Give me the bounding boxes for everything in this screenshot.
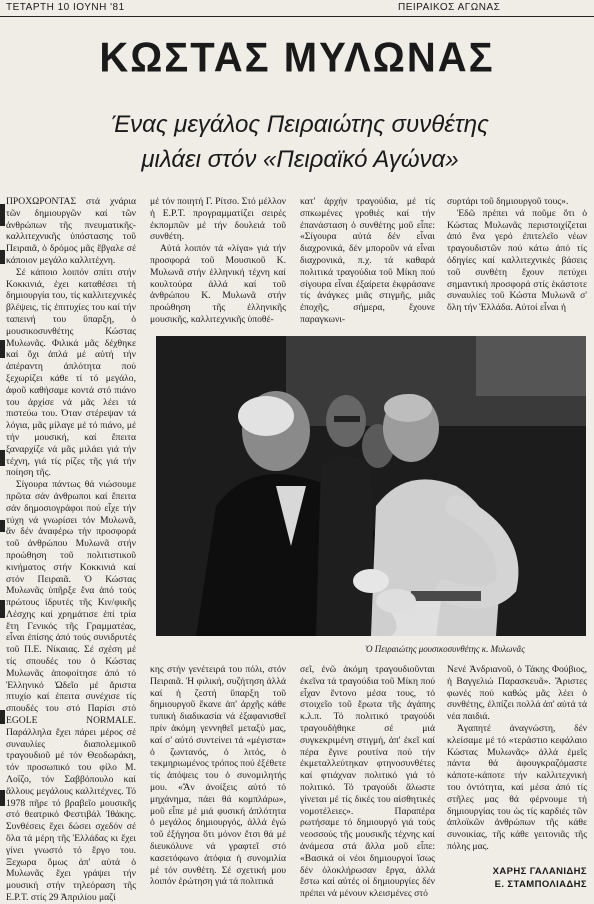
paragraph: μέ τόν ποιητή Γ. Ρίτσο. Στό μέλλον ἡ Ε.Ρ.Τ. προγραμματίζει σειρές ἐκπομπῶν μέ τήν δουλειά τοῦ συνθέτη. xyxy=(150,196,286,243)
paragraph: σεῖ, ἐνῶ ἀκόμη τραγουδιοῦνται ἐκεῖνα τά τραγούδια τοῦ Μίκη πού εἶχαν ἔντονο μέσα τους, τό στοιχεῖο τοῦ ἔρωτα τῆς ἀγάπης κ.λ.π. Τό πολιτικό τραγούδι τραγουδήθηκε σέ μιά συγκεκριμένη στιγμή, ἀπ' ἐκεῖ καί πέρα ἔγινε ρουτίνα πού τήν ἐκμεταλλεύτηκαν φτηνοσυνθέτες καί φτιάχναν πολιτικό γιά τό πολιτικό. Τό τραγούδι ἄλωστε γίνεται μέ τίς δικές του αἰσθητικές νομοτέλειες». Παραπέρα ρωτήσαμε τό δημιουργό γιά τούς νεοσσούς τῆς μουσικῆς τέχνης καί ἀνάμεσα στά ἄλλα μοῦ εἶπε: «Βασικά οἱ νέοι δημιουργοί ἴσως δέν ὁλοκλήρωσαν ἔργα, ἀλλά ἔστω καί αὐτές οἱ δημιουργίες δέν πρέπει νά μένουν κλεισμένες στό xyxy=(300,664,435,900)
byline-author-2: Ε. ΣΤΑΜΠΟΛΙΑΔΗΣ xyxy=(494,879,587,890)
article-column-1 xyxy=(6,196,136,904)
photo-illustration xyxy=(156,336,586,636)
paragraph: κης στήν γενέτειρά του πόλι, στόν Πειραιᾶ. Ἡ φιλική, συζήτηση ἀλλά καί ἡ ζεστή ὕπαρξη τοῦ δημιουργοῦ ἔκανε ἀπ' ἀρχῆς κάθε τυπική διαδικασία νά ἐξαφανισθεῖ πρίν ἀκόμη γεννηθεῖ μεταξύ μας, καί σ' αὐτό συντείνει τά «μέγιστα» ὁ ζωντανός, ὁ λιτός, ὁ τεκμηριωμένος τρόπος πού ἐξέθετε τίς ἀπόψεις του ὁ συνομιλητής μου. «Ἄν ἀνοίξεις αὐτό τό μηχάνημα, πάει θά κομπλάρω», μοῦ εἶπε μέ μιά φυσική ἁπλότητα ὁ μεγάλος δημιουργός, ἀλλά ἐγώ τοῦ ἐξήγησα ὅτι μόνον ἔτσι θά μέ διευκόλυνε νά γραφτεῖ στό κασετόφωνο ἀτόφια ἡ συνομιλία μέ τόν συνθέτη. Σέ σχετική μου λοιπόν ἐρώτηση γιά τά πολιτικά xyxy=(150,664,286,888)
paragraph: Ἀγαπητέ ἀναγνώστη, δέν κλείσαμε μέ τό «τεράστιο κεφάλαιο Κώστας Μυλωνᾶς» ἀλλά ἐμεῖς πάντα θά ἀφουγκραζόμαστε κάποτε-κάποτε τήν καλλιτεχνική του ὀντότητα, καί μέσα ἀπό τίς στῆλες μας θά φέρνουμε τή δημιουργίας του ὡς τίς καρδιές τῶν ἁπλοϊκῶν ἀνθρώπων τῆς κάθε συνοικίας, τῆς κάθε γειτονιᾶς τῆς πόλης μας. xyxy=(447,722,587,852)
paragraph: ΠΡΟΧΩΡΟΝΤΑΣ στά χνάρια τῶν δημιουργῶν καί τῶν ἀνθρώπων τῆς πνευματικῆς-καλλιτεχνικῆς ὑπόστασης τοῦ Πειραιᾶ, ὁ δρόμος μᾶς ἔβγαλε σέ κάποιον μεγάλο καλλιτέχνη. xyxy=(6,196,136,266)
running-header xyxy=(0,0,594,20)
paragraph: Σίγουρα πάντως θά νιώσουμε πρῶτα σάν ἀνθρωποι καί ἔπειτα σάν δημοσιογράφοι πού εἶχε τήν τύχη νά γνωρίσει τόν Μυλωνᾶ, ἄν δέν ἀναφέρω τήν προσφορά τοῦ ἀνθρώπου Μυλωνᾶ στήν προώθηση τοῦ πολιτιστικοῦ κινήματος στήν Κοκκινιά καί στόν Πειραιᾶ. Ὁ Κώστας Μυλωνᾶς ὑπῆρξε ἕνα ἀπό τούς πρώτους ἱδρυτές τῆς Κιν/φικῆς Λέσχης καί χρημάτισε ἐπί τρία ἔτη Γενικός τῆς Γραμματέας, εἶναι ἐπίσης ἀπό τούς συνιδρυτές τοῦ Π.Ε. Νίκαιας. Σέ σχέση μέ τίς σπουδές του ὁ Κώστας Μυλωνᾶς ἀποφοίτησε ἀπό τό Ἑλληνικό Ὠδεῖο μέ ἄριστα πτυχίο καί ἐπειτα συνέχισε τίς σπουδές του στό Παρίσι στό EGOLE NORMALE. Παράλληλα ἔχει πάρει μέρος σέ συναυλίες διαπολεμικοῦ τραγουδιοῦ μέ τόν Θεοδωράκη, τόν προσωπικό του φίλο Μ. Λοΐζο, τόν Σαββόπουλο καί ἄλλους μεγάλους καλλιτέχνες. Τό 1978 πῆρε τό βραβεῖο μουσικῆς στό θεατρικό Φεστιβάλ Ἰθάκης. Συνθέσεις ἔχει δώσει σχεδόν σέ ὅλα τά μέρη τῆς Ἑλλάδας κι ἔχει γίνει γνωστό τό ἔργο του. Ξεχωρα ὅμως ἀπ' αὐτά ὁ Μυλωνᾶς ἔχει γράψει τήν μουσική στήν τηλεόραση τῆς Ε.Ρ.Τ. στίς 29 Ἀπριλίου μαζί xyxy=(6,479,136,904)
article-column-3-top xyxy=(300,196,435,332)
article-column-2-bottom xyxy=(150,664,286,900)
paragraph: συρτάρι τοῦ δημιουργοῦ τους». xyxy=(447,196,569,207)
article-column-2-top xyxy=(150,196,286,332)
paragraph: Σέ κάποιο λοιπόν σπίτι στήν Κοκκινιά, ἐχει καταθέσει τή δημιουργία του, τίς καλλιτεχνικές βλέψεις, τίς ἐπιτυχίες του καί τήν ταπεινή του ὕπαρξη, ὁ μουσικοσυνθέτης Κώστας Μυλωνᾶς. Φιλικά μᾶς δέχθηκε καί ὄχι ἁπλά μέ αὐτή τήν ἀπέραντη ἁπλότητα πού ξεχωρίζει κάθε τί τό μεγάλο, ἀφοῦ καθήσαμε κοντά στό πιάνο του ἀρχίσε νά μᾶς λέει τά πιστεύω του. Όταν στέρεψαν τά λόγια, μᾶς μίλαγε μέ τό πιάνο, μέ τήν μουσική, καί ἔπειτα ξαναρχίζε νά μᾶς μιλάει γιά τήν τέχνη, γιά τίς ρίζες τῆς γιά τήν ποίηση τῆς. xyxy=(6,266,136,479)
article-column-4-bottom xyxy=(447,664,587,864)
article-subhead-line2: μιλάει στόν «Πειραϊκό Αγώνα» xyxy=(141,146,459,173)
article-subhead-line1: Ένας μεγάλος Πειραιώτης συνθέτης xyxy=(111,111,489,138)
article-photo xyxy=(156,336,586,636)
newspaper-name: ΠΕΙΡΑΙΚΟΣ ΑΓΩΝΑΣ xyxy=(398,2,501,13)
article-column-3-bottom xyxy=(300,664,435,900)
paragraph: κατ' ἀρχήν τραγούδια, μέ τίς σπκωμένες γροθιές καί τήν ἐπανάσταση ὁ συνθέτης μοῦ εἶπε: «Σίγουρα αὐτά δέν εἶναι διαχρονικά, δέν μποροῦν νά εἶναι διαχρονικά, π.χ. τά καθαρά πολιτικά τραγούδια τοῦ Μίκη πού σίγουρα εἶναι ἐξαίρετα ἐκφράσανε τίς ἀνάγκες μιᾶς στιγμῆς, μιᾶς ἐποχῆς, σήμερα, ἔχουνε παραγκωνι- xyxy=(300,196,435,325)
article-column-4-top xyxy=(447,196,587,332)
article-headline: ΚΩΣΤΑΣ ΜΥΛΩΝΑΣ xyxy=(99,34,495,82)
photo-caption: Ὁ Πειραιώτης μουσικοσυνθέτης κ. Μυλωνᾶς xyxy=(365,644,525,654)
header-rule xyxy=(0,16,594,17)
paragraph: Νενέ Ἀνδριανοῦ, ὁ Τάκης Φούβιος, ἡ Βαγγελιώ Παρασκευᾶ». Ἄριστες φωνές πού καθώς μᾶς λέει ὁ συνθέτης, ἐλπίζει πολλά ἀπ' αὐτά τά νέα παιδιά. xyxy=(447,664,587,723)
paragraph: Αὐτά λοιπόν τά «λίγα» γιά τήν προσφορά τοῦ Μουσικοῦ Κ. Μυλωνᾶ στήν ἑλληνική τέχνη καί κουλτούρα ἀλλά καί τοῦ ἀνθρώπου Κ. Μυλωνᾶ στήν προώθηση τῆς ἑλληνικῆς μουσικῆς, καλλιτεχνικῆς ὑποθέ- xyxy=(150,243,286,325)
issue-date: ΤΕΤΑΡΤΗ 10 ΙΟΥΝΗ '81 xyxy=(6,2,125,13)
byline-author-1: ΧΑΡΗΣ ΓΑΛΑΝΙΔΗΣ xyxy=(492,866,587,877)
paragraph: Ἐδῶ πρέπει νά ποῦμε ὅτι ὁ Κώστας Μυλωνᾶς περιστοιχίζεται ἀπό ἕνα γερό ἐπιτελεῖο νέων τραγουδιστῶν πού κάτω ἀπό τίς ὁδηγίες καί καλλιτεχνικές βάσεις τοῦ συνθέτη ἔχουν πετύχει σημαντική προσφορά στίς ἑκάστοτε συναυλίες τοῦ Κώστα Μυλωνᾶ σ' ὅλη τήν Ἑλλάδα. Αὐτοί εἶναι ἡ xyxy=(447,207,587,314)
